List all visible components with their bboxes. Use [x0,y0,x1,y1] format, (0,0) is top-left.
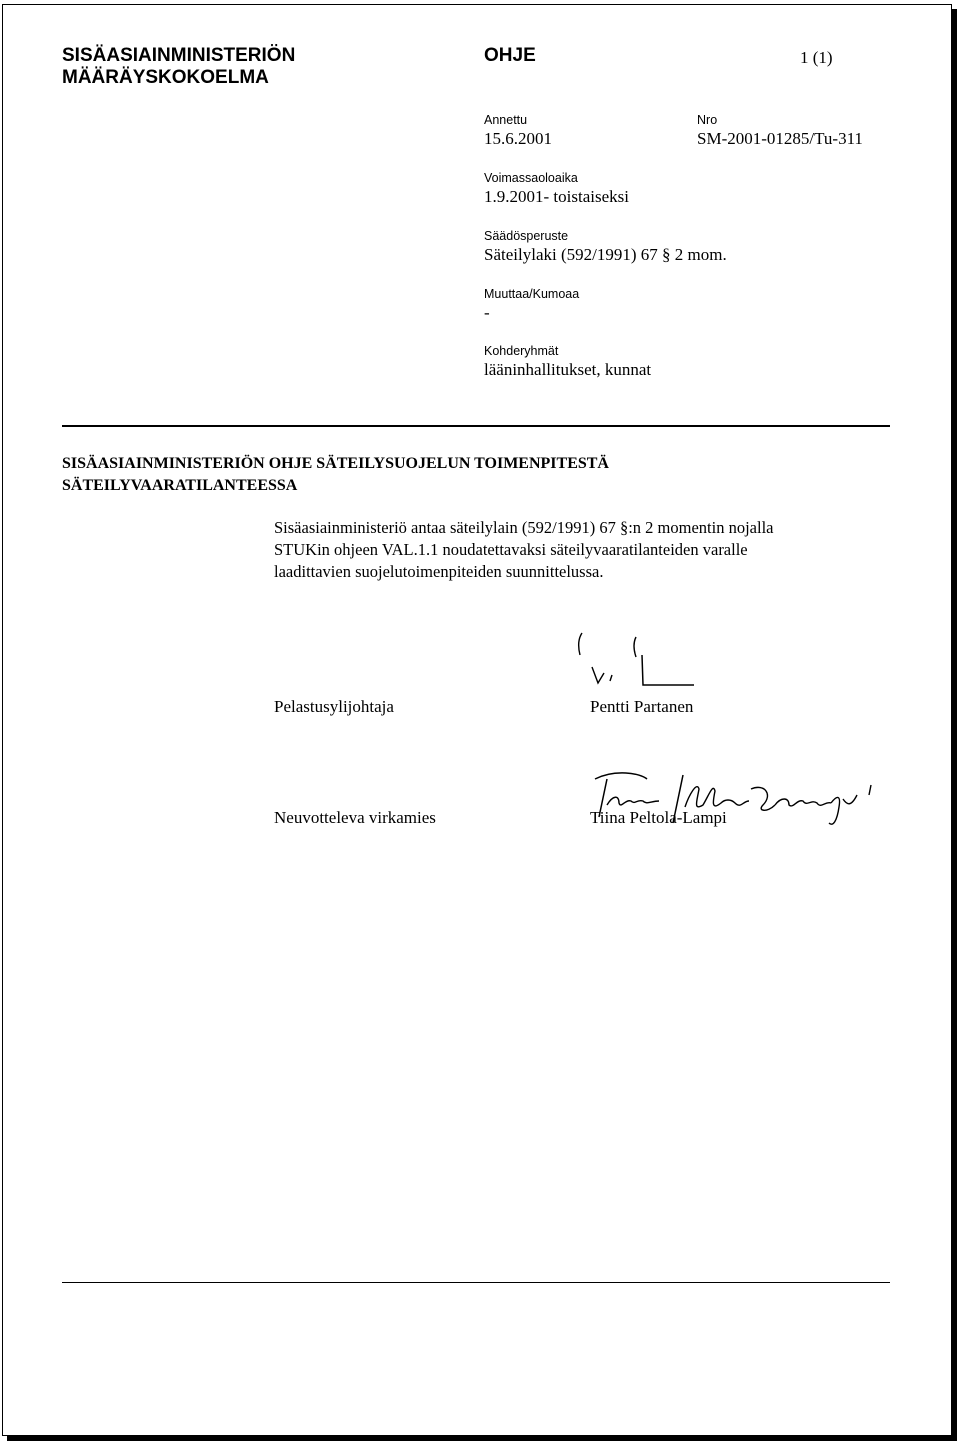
body-line3: laadittavien suojelutoimenpiteiden suunnittelussa. [274,562,604,581]
saadosperuste-label: Säädösperuste [484,229,569,243]
body-line2: STUKin ohjeen VAL.1.1 noudatettavaksi säteilyvaaratilanteiden varalle [274,540,748,559]
organization-name [62,45,295,89]
body-line1: Sisäasiainministeriö antaa säteilylain (592/1991) 67 §:n 2 momentin nojalla [274,518,774,537]
kohderyhmat-value: lääninhallitukset, kunnat [484,360,652,379]
document-title-line1: SISÄASIAINMINISTERIÖN OHJE SÄTEILYSUOJELUN TOIMENPITESTÄ [62,455,609,472]
signer1-title: Pelastusylijohtaja [274,697,394,716]
organization-line2: MÄÄRÄYSKOKOELMA [62,67,269,88]
organization-line1: SISÄASIAINMINISTERIÖN [62,45,296,66]
header-divider [62,425,890,427]
voimassaoloaika-value: 1.9.2001- toistaiseksi [484,187,629,206]
nro-label: Nro [697,113,718,127]
signer2-title: Neuvotteleva virkamies [274,808,436,827]
document-body [274,517,774,583]
annettu-value: 15.6.2001 [484,129,552,148]
footer-divider [62,1282,890,1283]
nro-value: SM-2001-01285/Tu-311 [697,129,863,148]
annettu-label: Annettu [484,113,528,127]
document-title [62,453,609,497]
muuttaa-kumoaa-value: - [484,303,490,322]
document-type: OHJE [484,45,536,66]
voimassaoloaika-label: Voimassaoloaika [484,171,578,185]
kohderyhmat-label: Kohderyhmät [484,344,559,358]
document-page [2,4,952,1436]
signature-partanen [560,625,710,695]
signer2-name: Tiina Peltola-Lampi [590,808,727,827]
signer1-name: Pentti Partanen [590,697,694,716]
page-number: 1 (1) [800,48,833,67]
muuttaa-kumoaa-label: Muuttaa/Kumoaa [484,287,580,301]
document-title-line2: SÄTEILYVAARATILANTEESSA [62,477,298,494]
saadosperuste-value: Säteilylaki (592/1991) 67 § 2 mom. [484,245,727,264]
